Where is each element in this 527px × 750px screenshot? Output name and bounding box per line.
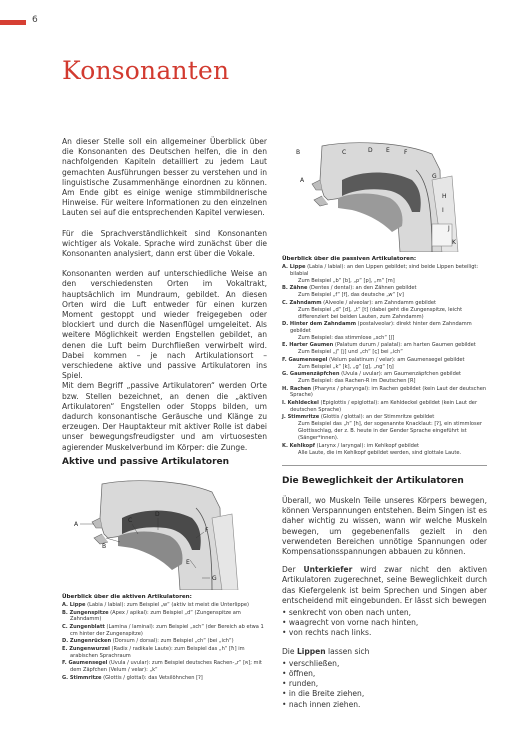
articulator-term: F. Gaumensegel (282, 356, 328, 363)
list-item (62, 610, 267, 624)
articulator-term: D. Zungenrücken (62, 638, 112, 645)
label-passive-I: I (442, 207, 444, 214)
articulator-term: K. Kehlkopf (282, 442, 315, 449)
page-accent-tab (0, 20, 26, 25)
page-number: 6 (32, 15, 38, 25)
diagram-active-articulators (62, 478, 267, 590)
articulator-term: C. Zahndamm (282, 299, 322, 306)
active-items (62, 602, 267, 682)
list-item (282, 371, 487, 385)
list-item (282, 386, 487, 400)
diagram-passive-articulators (282, 140, 487, 252)
label-passive-D: D (368, 147, 373, 154)
articulator-term: B. Zungenspitze (62, 609, 109, 616)
label-active-E: E (186, 559, 190, 566)
articulator-example: Zum Beispiel „j“ [j] und „ch“ [ç] bei „ich“ (298, 349, 403, 356)
list-item (62, 675, 267, 682)
jaw-movements (282, 608, 487, 639)
label-passive-G: G (432, 173, 437, 180)
list-item (62, 646, 267, 660)
articulator-term: E. Harter Gaumen (282, 342, 334, 349)
articulator-description: (postalveolar): direkt hinter dem Zahndamm gebildet (290, 321, 472, 334)
articulator-description: (Lamina / laminal): zum Beispiel „sch“ (der Bereich ab etwa 1 cm hinter der Zungenspitze) (70, 623, 264, 637)
articulator-description: (Labia / labial): zum Beispiel „w“ (aktiv ist meist die Unterlippe) (87, 602, 249, 608)
articulator-description: (Radix / radikale Laute): zum Beispiel das „h“ [ħ] im arabischen Sprachraum (70, 645, 245, 659)
active-articulators-list (62, 594, 267, 682)
articulator-description: (Dentes / dental): an den Zähnen gebildet (309, 285, 417, 292)
articulator-term: J. Stimmritze (282, 414, 320, 421)
articulator-example: Zum Beispiel: das stimmlose „sch“ [ʃ] (298, 334, 395, 341)
label-passive-K: K (452, 239, 456, 246)
articulator-example: Zum Beispiel „k“ [k], „g“ [g], „ng“ [ŋ] (298, 363, 394, 370)
articulator-term: G. Gaumenzäpfchen (282, 371, 340, 378)
label-passive-H: H (442, 193, 447, 200)
articulator-term: F. Gaumensegel (62, 660, 108, 667)
label-active-A: A (74, 521, 79, 528)
list-item (282, 264, 487, 285)
intro-paragraph-2: Für die Sprachverständlichkeit sind Konsonanten wichtiger als Vokale. Sprache wird zunächst über die Konsonanten analysiert, dann erst über die Vokale. (62, 228, 267, 259)
articulator-description: (Alveole / alveolar): am Zahndamm gebildet (323, 299, 437, 306)
articulator-description: (Labia / labial): an den Lippen gebildet; sind beide Lippen beteiligt: bilabial (290, 264, 479, 277)
articulator-term: H. Rachen (282, 385, 312, 392)
list-item (282, 300, 487, 321)
list-item (62, 660, 267, 674)
articulator-description: (Palatum durum / palatal): am harten Gaumen gebildet (334, 342, 476, 349)
articulator-term: B. Zähne (282, 285, 308, 292)
mobility-heading: Die Beweglichkeit der Artikulatoren (282, 476, 464, 486)
label-passive-F: F (404, 149, 408, 156)
intro-paragraph-3: Konsonanten werden auf unterschiedliche Weise an den verschiedensten Orten im Vokaltrakt, hauptsächlich im Mundraum, gebildet. An diesen Orten wird die Luft entweder für einen kurzen Moment gestoppt und wieder freigegeben oder blockiert und durch die Nasenflügel umgeleitet. Als weitere Möglichkeit werden Engstellen gebildet, an denen die Luft beim Durchfließen verwirbelt wird. Dabei kommen – je nach Artikulationsort – verschiedene aktive und passive Artikulatoren ins Spiel. (62, 269, 267, 381)
section-divider (282, 465, 487, 466)
list-item (282, 342, 487, 356)
articulator-description: (Uvula / uvular): zum Beispiel deutsches Rachen-„r“ [ʀ]; mit dem Zäpfchen (Velum / velar): „k“ (70, 660, 262, 674)
articulator-example: Zum Beispiel „b“ [b], „p“ [p], „m“ [m] (298, 277, 395, 284)
mobility-paragraph-2: Der Unterkiefer wird zwar nicht den aktiven Artikulatoren zugerechnet, seine Beweglichkeit durch das Kiefergelenk ist beim Sprechen und Singen aber entscheidend mit eingebunden. Er lässt sich bewegen (282, 565, 487, 605)
label-active-B: B (102, 543, 107, 550)
articulator-description: (Dorsum / dorsal): zum Beispiel „ch“ (bei „ich“) (112, 638, 234, 645)
articulator-description: (Apex / apikal): zum Beispiel „d“ (Zungenspitze am Zahndamm) (70, 609, 241, 623)
list-item: • in die Breite ziehen, (282, 689, 487, 699)
articulator-term: E. Zungenwurzel (62, 645, 110, 652)
articulator-term: D. Hinter dem Zahndamm (282, 321, 357, 328)
articulator-term: I. Kehldeckel (282, 399, 319, 406)
list-item (282, 357, 487, 371)
label-active-C: C (128, 517, 133, 524)
mobility-paragraph-1: Überall, wo Muskeln Teile unseres Körpers bewegen, können Verspannungen entstehen. Beim Singen ist es daher wichtig zu wissen, wann wir welche Muskeln bewegen, um gegebenenfalls gezielt in den verwendeten Bereichen unnötige Spannungen oder Kompensationsspannungen abbauen zu können. (282, 496, 487, 557)
articulator-description: (Uvula / uvular): am Gaumenzäpfchen gebildet (341, 371, 461, 378)
lip-movements (282, 659, 487, 710)
list-item (62, 638, 267, 645)
list-item: • verschließen, (282, 659, 487, 669)
list-item (282, 443, 487, 457)
passive-articulators-list (282, 256, 487, 457)
articulator-example: Zum Beispiel: das Rachen-R im Deutschen [R] (298, 378, 416, 385)
passive-items (282, 264, 487, 456)
articulator-description: (Velum palatinum / velar): am Gaumensegel gebildet (329, 356, 465, 363)
articulator-description: (Glottis / glottal): an der Stimmritze gebildet (320, 414, 435, 421)
list-item: • von rechts nach links. (282, 628, 487, 638)
intro-paragraph-1: An dieser Stelle soll ein allgemeiner Überblick über die Konsonanten des Deutschen helfen, die in den nachfolgenden Kapiteln detailliert zu jedem Laut gemachten Ausführungen besser zu verstehen und in linguistische Zusammenhänge einordnen zu können. Am Ende gibt es einige wenige stimmbildnerische Hinweise. Für weitere Informationen zu den einzelnen Lauten sei auf die entsprechenden Kapitel verwiesen. (62, 137, 267, 218)
intro-paragraph-4: Mit dem Begriff „passive Artikulatoren“ werden Orte bzw. Stellen bezeichnet, an denen die „aktiven Artikulatoren“ Engstellen oder Stopps bilden, um dadurch konsonantische Geräusche und Klänge zu erzeugen. Der Hauptakteur mit aktiver Rolle ist dabei unser bewegungsfreudigster und am virtuosesten agierender Muskelverbund im Körper: die Zunge. (62, 381, 267, 452)
articulator-term: C. Zungenblatt (62, 623, 105, 630)
active-list-caption: Überblick über die aktiven Artikulatoren: (62, 594, 192, 600)
list-item (282, 321, 487, 342)
list-item (282, 414, 487, 442)
label-active-G: G (212, 575, 217, 582)
label-passive-E: E (386, 147, 390, 154)
list-item: • runden, (282, 679, 487, 689)
articulator-description: (Pharynx / pharyngal): im Rachen gebildet (kein Laut der deutschen Sprache) (290, 385, 487, 399)
list-item: • senkrecht von oben nach unten, (282, 608, 487, 618)
label-active-D: D (155, 511, 160, 518)
articulator-term: G. Stimmritze (62, 674, 102, 681)
passive-list-caption: Überblick über die passiven Artikulatoren: (282, 256, 417, 262)
page-title: Konsonanten (62, 56, 230, 85)
articulator-term: A. Lippe (62, 602, 86, 608)
label-passive-J: J (448, 225, 450, 232)
articulator-description: (Glottis / glottal): das Vetsilöhnchen [ʔ] (103, 674, 203, 681)
lips-intro: Die Lippen lassen sich (282, 646, 370, 656)
list-item: • nach innen ziehen. (282, 700, 487, 710)
list-item: • waagrecht von vorne nach hinten, (282, 618, 487, 628)
articulator-example: Alle Laute, die im Kehlkopf gebildet werden, sind glottale Laute. (298, 449, 462, 456)
articulator-example: Zum Beispiel das „h“ [h], der sogenannte Knacklaut: [ʔ], ein stimmloser Glottisschlag, der z. B. heute in der Gender Sprache eingeführt ist (Sänger*innen). (298, 421, 482, 442)
list-item: • öffnen, (282, 669, 487, 679)
list-item (62, 602, 267, 609)
articulator-description: (Epiglottis / epiglottal): am Kehldeckel gebildet (kein Laut der deutschen Sprache) (290, 399, 478, 413)
mobility-section (282, 465, 487, 710)
articulator-term: A. Lippe (282, 264, 306, 270)
label-passive-A: A (300, 177, 305, 184)
label-active-F: F (205, 527, 209, 534)
articulator-example: Zum Beispiel „f“ [f], das deutsche „w“ [v] (298, 292, 404, 299)
articulator-example: Zum Beispiel „d“ [d], „t“ [t] (dabei geht die Zungenspitze, leicht differenziert bei beiden Lauten, zum Zahndamm) (298, 306, 463, 320)
label-passive-C: C (342, 149, 347, 156)
intro-text (62, 137, 267, 453)
section-heading-active: Aktive und passive Artikulatoren (62, 457, 230, 467)
articulator-description: (Larynx / laryngal): im Kehlkopf gebildet (316, 442, 419, 449)
label-passive-B: B (296, 149, 301, 156)
list-item (282, 285, 487, 299)
list-item (282, 400, 487, 414)
list-item (62, 624, 267, 638)
